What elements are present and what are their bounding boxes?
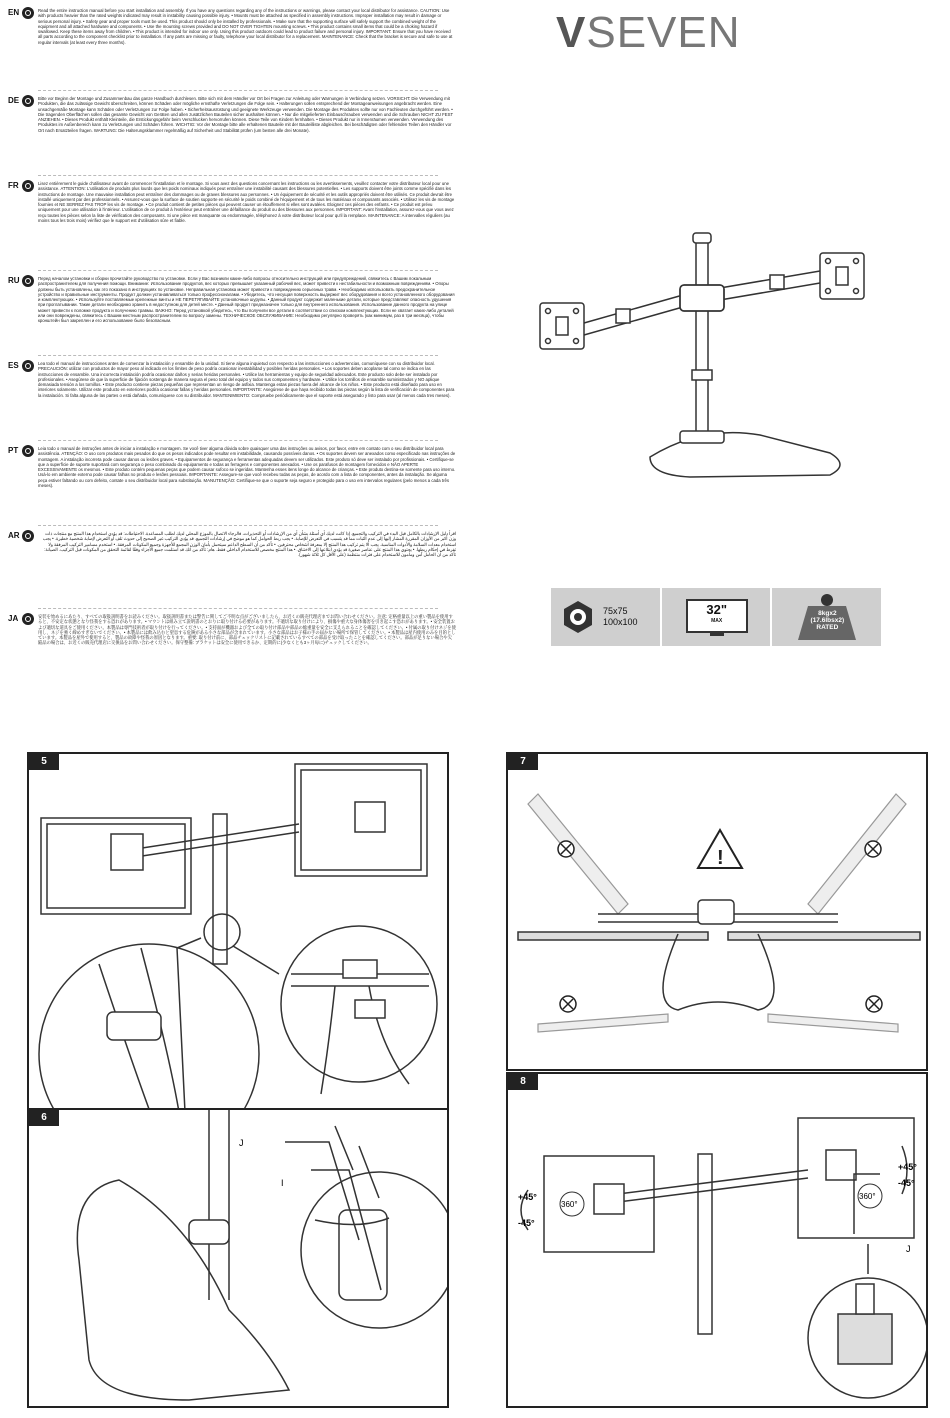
- section-de: [8, 96, 454, 176]
- divider: [38, 90, 438, 91]
- tilt-left-up: +45°: [518, 1192, 537, 1202]
- step-6-illustration: [29, 1110, 447, 1406]
- weight-spec: [772, 588, 881, 646]
- section-ru: [8, 276, 455, 356]
- spec-icons-bar: [551, 588, 881, 646]
- step-panel-5: [27, 752, 449, 1114]
- section-ja: [8, 614, 456, 704]
- weight-rated: RATED: [816, 624, 839, 631]
- step-number: 8: [508, 1074, 538, 1090]
- section-ar: [8, 531, 456, 609]
- section-text: اقرأ دليل الإرشادات بالكامل قبل البدء في التركيب والتجميع. إذا كانت لديك أي أسئلة بشأن أي من الإرشادات أو التحذيرات، فالرجاء الاتصال بالموزع المحلي لديك لطلب المساعدة. الاحتياطات: قد يؤدي استخدام هذا المنتج مع منتجات ذات وزن أكبر من الأوزان المقررة المشار إليها إلى عدم الثبات مما قد يتسبب في التعرض للإصابة. • يجب ربط الحوامل كما هو موضح في إرشادات التجميع. قد يؤدي التركيب غير الصحيح إلى حدوث تلف أو التعرض لإصابة شخصية خطيرة. • يجب استخدام معدات السلامة والأدوات المناسبة. يجب ألا يتم تركيب هذا المنتج إلا بمعرفة أشخاص محترفين. • تأكد من أن السطح الداعم سيتحمل بأمان الوزن المجمع للأجهزة وجميع المكونات المرفقة. • استخدم مسامير التركيب المرفقة ولا تفرط في إحكام ربطها. • يحتوي هذا المنتج على عناصر صغيرة قد يؤدي ابتلاعها إلى الاختناق. • هذا المنتج مخصص للاستخدام الداخلي فقط. هام: تأكد من أنك قد استلمت جميع الأجزاء وفقًا لقائمة التحقق من المكونات قبل التركيب. الصيانة: تأكد من أن الحامل آمن ومأمون للاستخدام على فترات منتظمة (على الأقل كل ثلاثة شهور).: [42, 531, 456, 558]
- globe-icon: [22, 530, 34, 542]
- vesa-label: [603, 606, 638, 628]
- step-number: 7: [508, 754, 538, 770]
- rotate-left-label: 360°: [561, 1200, 578, 1209]
- divider: [38, 608, 438, 609]
- language-code: ES: [8, 361, 19, 370]
- step-panel-7: [506, 752, 928, 1071]
- globe-icon: [22, 613, 34, 625]
- step-number: 6: [29, 1110, 59, 1126]
- divider: [38, 525, 438, 526]
- screen-size-value: 32": [706, 602, 727, 617]
- step-7-illustration: [508, 754, 926, 1069]
- language-code: PT: [8, 446, 19, 455]
- language-code: RU: [8, 276, 20, 285]
- section-text: Bitte vor Beginn der Montage und Zusammenbau das ganze Handbuch durchlesen. Bitte sich mit dem Händler vor Ort bei Fragen zur Anleitung oder Warnungen in Verbindung setzen. VORSICHT: Die Verwendung mit Produkten, die das zulässige Gewicht überschreiten, können Schäden oder mögliche ernsthafte Verletzungen die Folge sein. • Halterungen sollen entsprechend der Montageanweisungen angebracht werden. Eine unsachgemäße Montage kann Schäden oder Verletzungen zur Folge haben. • Sicherheitsausrüstung und geeignete Werkzeuge verwenden. Die Montage des Produktes sollte nur von Fachleuten durchgeführt werden. • Die tragenden Oberflächen sollen das gesamte Gewicht von Geräten und allen zusätzlichen Bauteilen sicher aushalten können. • Nur die mitgelieferten Einbauschrauben verwenden und die Schrauben NICHT ZU FEST ANZIEHEN. • Dieses Produkt enthält Kleinteile, die Erstickungsgefahr beim Verschlucken hervorrufen können. Diese Teile von Kindern fernhalten. • Dieses Produkt nur in Innenräumen verwenden. Verwendung des Produktes im Außenbereich kann zu Verletzungen und Schäden führen. WICHTIG: Vor der Montage bitte alle erhaltenen Bauteile mit der Bauteilliste abgleichen. Bei beschädigten oder fehlenden Teilen den Händler vor Ort nach Ersatzteilen fragen. WARTUNG: Die Halterungsklammer regelmäßig auf Sicherheit und Stabilität prüfen (um besten alle drei Monate).: [38, 96, 454, 133]
- step-5-illustration: [29, 754, 447, 1112]
- section-fr: [8, 181, 455, 271]
- language-code: JA: [8, 614, 19, 623]
- step-number: 5: [29, 754, 59, 770]
- section-es: [8, 361, 455, 441]
- product-illustration: [530, 225, 870, 485]
- screen-size-spec: [662, 588, 773, 646]
- tool-label-j: J: [906, 1244, 911, 1254]
- rotate-right-label: 360°: [859, 1192, 876, 1201]
- divider: [38, 355, 438, 356]
- step-8-illustration: [508, 1074, 926, 1406]
- section-text: 安装を始めるにあたり、すべての取扱説明書をお読みください。取扱説明書または警告に関してご不明な点がございましたら、お近くの販売代理店までお問い合わせください。注意: 定格重量以上の重い製品を使用すると、不安定な状態となり怪我をする恐れがあります。• マウントは組み立て説明書のとおりに取り付ける必要があります。不適切な取り付けにより、損傷や重大な身体傷害を引き起こす恐れがあります。• 安全装置および適切な道具をご使用ください。本製品は専門技術者が取り付けを行ってください。• 支持面が機器および全ての取り付け部品や部品の総重量を安全に支えられることを確認してください。• 付属の取り付けネジを使用し、ネジを強く締めすぎないでください。• 本製品には飲み込むと窒息する危険がある小さな部品が含まれています。小さな部品はお子様の手の届かない場所で保管してください。• 本製品は屋内使用のみを目的としています。本製品を屋外で使用すると、製品の故障や怪我の原因となります。重要: 取り付け前に、部品チェックリストに記載されているすべての部品を受け取ったことを確認してください。部品が足りない場合や欠陥品の場合は、お近くの販売代理店に交換品をお問い合わせください。保守整備: ブラケットは安全に使用できるか、定期的に(少なくとも3ヶ月毎に)チェックしてください。: [38, 614, 456, 646]
- tilt-right-up: +45°: [898, 1162, 917, 1172]
- weight-value-lbs: (17.6lbsx2): [810, 617, 845, 624]
- vesa-icon: [561, 600, 595, 634]
- section-text: Read the entire instruction manual before you start installation and assembly. If you have any questions regarding any of the instructions or warnings, please contact your local distributor for assistance. CAUTION: Use with products heavier than the rated weights indicated may result in instability causing possible injury. • Mounts must be attached as specified in assembly instructions. Improper installation may result in damage or serious personal injury. • Safety gear and proper tools must be used. This product should only be installed by professionals. • Make sure that the supporting surface will safely support the combined weight of the equipment and all attached hardware and components. • Use the mounting screws provided and DO NOT OVER TIGHTEN mounting screws. • This product contains small items that could be a choking hazard if swallowed. Keep these items away from children. • This product is intended for indoor use only. Using this product outdoors could lead to product failure and personal injury. IMPORTANT: Ensure that you have received all parts according to the component checklist prior to installation. If any parts are missing or faulty, telephone your local distributor for a replacement. MAINTENANCE: Check that the bracket is secure and safe to use at regular intervals (at least every three months).: [38, 8, 453, 45]
- vesa-spec: [551, 588, 662, 646]
- language-code: EN: [8, 8, 20, 17]
- weight-label: [796, 610, 858, 631]
- language-code: AR: [8, 531, 20, 540]
- section-en: [8, 8, 453, 88]
- section-text: Lea todo el manual de instrucciones antes de comenzar la instalación y ensamble de la unidad. Si tiene alguna inquietud con respecto a las instrucciones o advertencias, comuníquese con su distribuidor local. PRECAUCIÓN: utilizar con productos de mayor peso al indicado en los límites de peso podría ocasionar inestabilidad y posibles heridas personales. • Los soportes deben acoplarse tal como se indica en las instrucciones de ensamble. Una incorrecta instalación podría ocasionar daños y serias heridas personales. • Utilice las herramientas y equipo de seguridad adecuados. Este producto solo debe ser instalado por profesionales. • Asegúrese de que la superficie de fijación sostenga de manera segura el peso total del equipo y todos sus componentes y hardware. • Utilice los tornillos de ensamble suministrados y NO aplique demasiada tensión a los tornillos. • Este producto contiene piezas pequeñas que representan un riesgo de asfixia. Mantenga estas piezas fuera del alcance de los niños. • Este producto está diseñado para uso en interiores solamente. Utilizar este producto en exteriores podría ocasionar fallas y heridas personales. IMPORTANTE: Asegúrese de que haya recibido todas las piezas según la lista de verificación de componentes para la instalación. Si falta alguna de las partes o está dañada, comuníquese con su distribuidor. MANTENIMIENTO: Compruebe periódicamente que el soporte está asegurado y listo para usar (al menos cada tres meses).: [38, 361, 455, 398]
- warning-icon: [698, 830, 742, 869]
- tilt-right-down: -45°: [898, 1178, 915, 1188]
- divider: [38, 270, 438, 271]
- logo-mark: V: [556, 8, 587, 57]
- language-code: FR: [8, 181, 19, 190]
- logo-text: SEVEN: [586, 8, 741, 57]
- step-panel-8: [506, 1072, 928, 1408]
- globe-icon: [22, 360, 34, 372]
- globe-icon: [22, 7, 34, 19]
- language-code: DE: [8, 96, 20, 105]
- allen-key-label-i: I: [281, 1178, 284, 1188]
- globe-icon: [22, 95, 34, 107]
- globe-icon: [22, 445, 34, 457]
- section-text: Перед началом установки и сборки прочитайте руководство по установке. Если у Вас возникли какие-либо вопросы относительно инструкций или предупреждений, свяжитесь с Вашим локальным распространителем для получения помощи. Внимание: Использование продуктов, вес которых превышает указанный рабочий вес, может привести к нестабильности и возможным повреждениям. • Опоры должны быть установлены, как это показано в инструкциях по установке. Неправильная установка может привести к повреждению серьезных травм. • Необходимо использовать предохранительное устройство и правильные инструменты. Продукт должен устанавливаться только профессионалами. • Убедитесь, что несущая поверхность выдержит вес оборудования и всего установленного оборудования и комплектующих. • Используйте поставляемые крепежные винты и НЕ ПЕРЕТЯГИВАЙТЕ установочные шурупы. • Данный продукт содержит маленькие детали, которые представляют опасность удушения при проглатывании. Такие детали необходимо хранить в недоступном для детей месте. • Данный продукт предназначен только для внутреннего использования. Использование данного продукта на улице может привести к поломке продукта и получению травмы. ВАЖНО: Перед установкой убедитесь, что Вы получили все детали в соответствии со списком комплектующих. Если не хватает каких-либо деталей или они повреждены, свяжитесь с Вашим местным распространителем по вопросу замены. ТЕХНИЧЕСКОЕ ОБСЛУЖИВАНИЕ: Необходимо регулярно проверять (как минимум, раз в три месяца), чтобы кронштейн был закреплен и его использование было безопасным.: [38, 276, 455, 324]
- brand-logo: [556, 8, 741, 58]
- globe-icon: [22, 275, 34, 287]
- vesa-size-2: 100x100: [603, 617, 638, 627]
- section-text: Leia todo o manual de instruções antes de iniciar a instalação e montagem. Se você tiver alguma dúvida sobre quaisquer uma das instruções ou avisos, por favor, entre em contato com o seu distribuidor local para assistência. ATENÇÃO: O uso com produtos mais pesados do que os pesos indicados pode resultar em instabilidade, causando possíveis danos. • Os suportes devem ser anexados como especificado nas instruções de montagem. A instalação incorreta pode causar danos ou lesões graves. • Equipamentos de segurança e ferramentas adequadas devem ser utilizados. Este produto só deve ser instalado por profissionais. • Certifique-se que a superfície de suporte suportará com segurança o peso combinado do equipamento e todas as ferragens e componentes anexados. • Use os parafusos de montagem fornecidos e NÃO APERTE EXCESSIVAMENTE os mesmos. • Este produto contém pequenas peças que podem causar sufoco se ingeridas. Mantenha esses itens longe do alcance de crianças. • Este produto destina-se somente para uso interno. Usá-lo em ambiente externo pode causar falhas no produto e lesões pessoais. IMPORTANTE: Assegure-se que você recebeu todas as peças, de acordo com a lista de componentes, antes da instalação. Se alguma peça estiver faltando ou com defeito, contate o seu distribuidor local para substituição. MANUTENÇÃO: Certifique-se que o suporte seja seguro e protegido para o uso em intervalos regulares (pelo menos a cada três meses).: [38, 446, 456, 489]
- divider: [38, 440, 438, 441]
- svg-text:!: !: [717, 847, 724, 869]
- screen-size-sub: MAX: [711, 618, 723, 624]
- allen-key-label-j: J: [239, 1138, 244, 1148]
- vesa-size-1: 75x75: [603, 606, 628, 616]
- globe-icon: [22, 180, 34, 192]
- divider: [38, 175, 438, 176]
- weight-value: 8kgx2: [818, 610, 837, 617]
- tilt-left-down: -45°: [518, 1218, 535, 1228]
- section-pt: [8, 446, 456, 526]
- step-panel-6: [27, 1108, 449, 1408]
- section-text: Lisez entièrement le guide d'utilisateur avant de commencer l'installation et le montage. Si vous avez des questions concernant les instructions ou les avertissements, veuillez contacter votre distributeur local pour une assistance. ATTENTION: L'utilisation de produits plus lourds que les poids nominaux indiqués peut entraîner une instabilité causant des blessures potentielles. • Les supports doivent être joints comme spécifié dans les instructions de montage. Une mauvaise installation peut entraîner des dommages ou de graves blessures aux personnes. • Un équipement de sécurité et les outils appropriés doivent être utilisés. Ce produit devrait être installé uniquement par des professionnels. • Assurez-vous que la surface de soutien supporte en sécurité le poids combiné de l'équipement et de tous les matériaux et composants associés. • Utilisez les vis de montage fournies et NE SERREZ PAS TROP les vis de montage. • Ce produit contient de petites pièces qui peuvent causer un étouffement si elles sont avalées. Eloignez ces pièces des enfants. • Ce produit est prévu uniquement pour une utilisation à l'intérieur. L'utilisation de ce produit à l'extérieur peut entraîner une défaillance du produit ou des blessures aux personnes. IMPORTANT: Avant l'installation, assurez-vous que vous avez reçu toutes les pièces selon la liste de vérification des composants. Si une pièce est manquante ou endommagée, téléphonez à votre distributeur local pour qu'il la remplace. MAINTENANCE: A intervalles réguliers (au moins tous les trois mois) vérifiez que le support est d'utilisation sûre et fiable.: [38, 181, 455, 224]
